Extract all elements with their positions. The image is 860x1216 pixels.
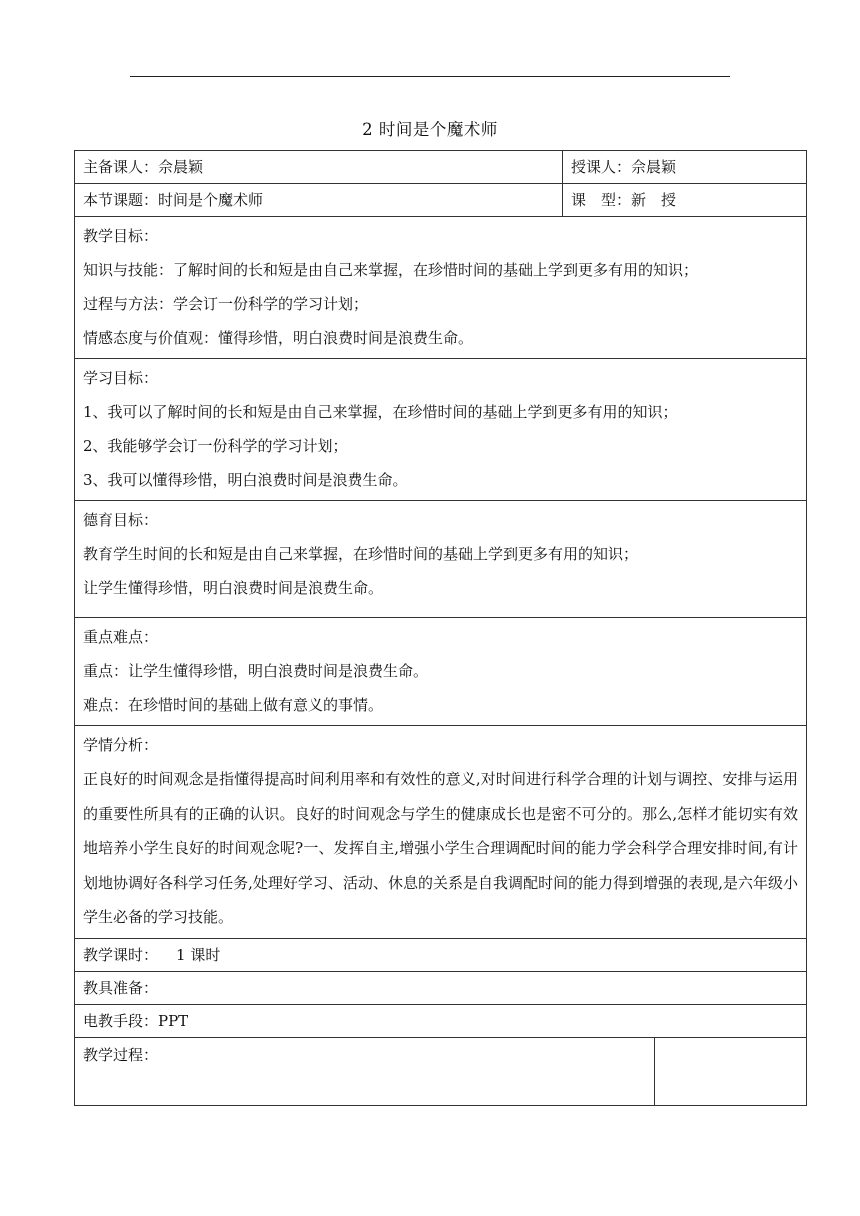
lesson-hours-value: 1 课时 [176,945,221,964]
moral-goals-heading: 德育目标： [83,511,159,529]
materials-cell: 教具准备： [75,971,807,1004]
preparer-cell: 主备课人：佘晨颖 [75,151,563,184]
key-point-line: 难点：在珍惜时间的基础上做有意义的事情。 [83,696,384,714]
analysis-paragraph: 正良好的时间观念是指懂得提高时间利用率和有效性的意义,对时间进行科学合理的计划与调控、安排与运用的重要性所具有的正确的认识。良好的时间观念与学生的健康成长也是密不可分的。那么,怎样才能切实有效地培养小学生良好的时间观念呢?一、发挥自主,增强小学生合理调配时间的能力学会科学合理安排时间,有计划地协调好各科学习任务,处理好学习、活动、休息的关系是自我调配时间的能力得到增强的表现,是六年级小学生必备的学习技能。 [83,770,799,927]
learning-goal-line: 2、我能够学会订一份科学的学习计划； [83,437,348,455]
lesson-plan-table [74,150,807,1106]
analysis-heading: 学情分析： [83,736,159,754]
process-cell: 教学过程： [75,1037,655,1105]
media-cell: 电教手段：PPT [75,1004,807,1037]
row-topic [75,184,807,217]
row-moral-goals [75,501,807,618]
learning-goal-line: 3、我可以懂得珍惜，明白浪费时间是浪费生命。 [83,471,408,489]
document-title: 2 时间是个魔术师 [362,120,498,139]
header-rule [130,76,730,77]
row-materials [75,971,807,1004]
teaching-goal-line: 过程与方法：学会订一份科学的学习计划； [83,295,369,313]
teaching-goal-line: 知识与技能：了解时间的长和短是由自己来掌握，在珍惜时间的基础上学到更多有用的知识； [83,261,699,279]
learning-goals-section [75,359,807,501]
moral-goal-line: 让学生懂得珍惜，明白浪费时间是浪费生命。 [83,579,384,597]
row-teaching-goals [75,217,807,359]
teacher-cell: 授课人：佘晨颖 [563,151,807,184]
row-preparer [75,151,807,184]
teaching-goals-heading: 教学目标： [83,227,159,245]
process-side-cell [655,1037,807,1105]
key-points-heading: 重点难点： [83,628,159,646]
row-learning-goals [75,359,807,501]
key-points-section [75,618,807,726]
lesson-hours-label: 教学课时： [83,945,159,964]
row-key-points [75,618,807,726]
analysis-section [75,726,807,939]
teaching-goal-line: 情感态度与价值观：懂得珍惜，明白浪费时间是浪费生命。 [83,329,474,347]
learning-goal-line: 1、我可以了解时间的长和短是由自己来掌握，在珍惜时间的基础上学到更多有用的知识； [83,403,678,421]
teaching-goals-section [75,217,807,359]
learning-goals-heading: 学习目标： [83,369,159,387]
lesson-hours-cell [75,938,807,971]
row-media [75,1004,807,1037]
topic-cell: 本节课题：时间是个魔术师 [75,184,563,217]
row-process [75,1037,807,1105]
lesson-type-cell: 课 型：新 授 [563,184,807,217]
row-analysis [75,726,807,939]
key-point-line: 重点：让学生懂得珍惜，明白浪费时间是浪费生命。 [83,662,429,680]
moral-goal-line: 教育学生时间的长和短是由自己来掌握，在珍惜时间的基础上学到更多有用的知识； [83,545,639,563]
moral-goals-section [75,501,807,618]
row-lesson-hours [75,938,807,971]
